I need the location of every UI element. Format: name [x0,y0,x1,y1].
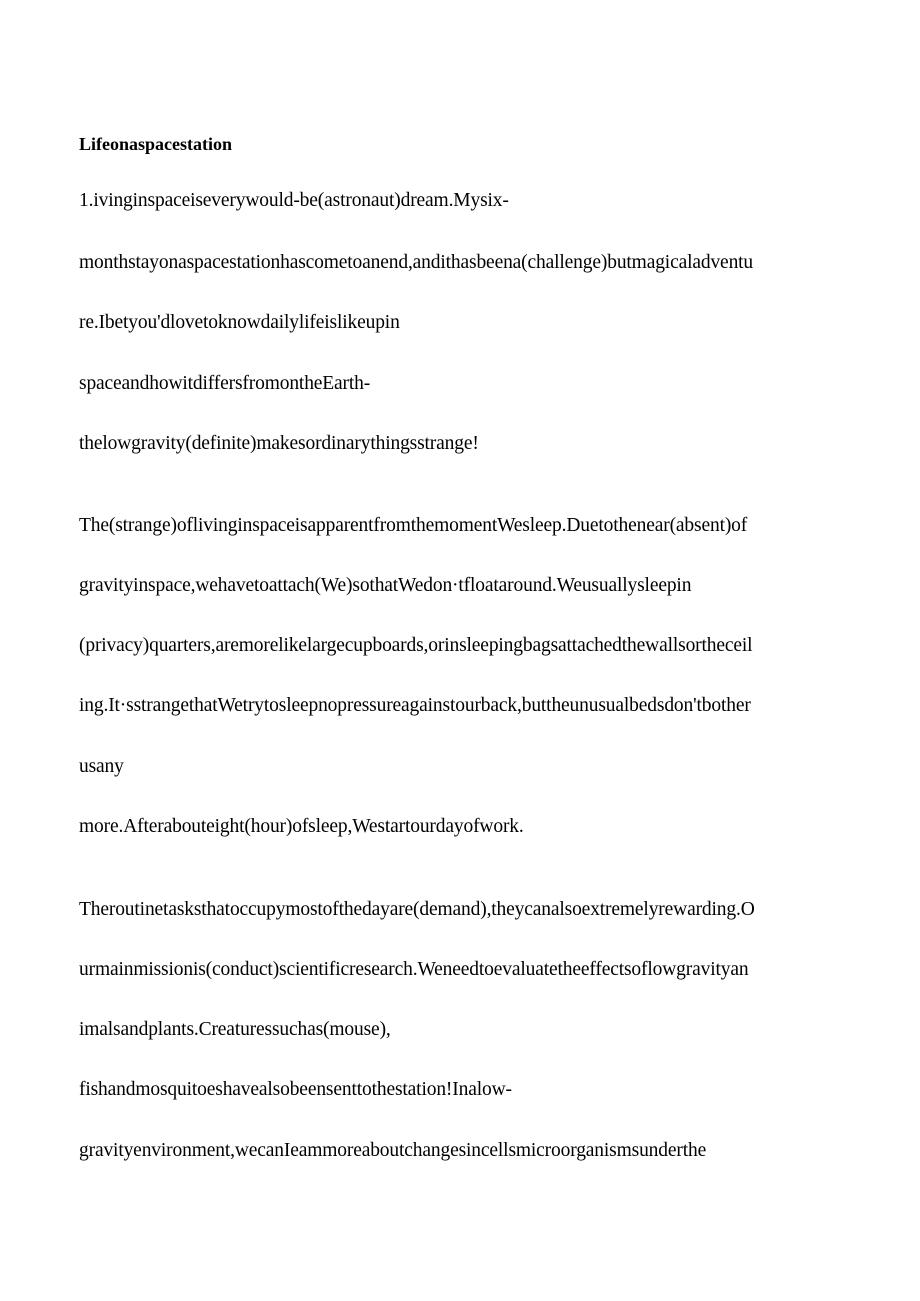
text-line-2: monthstayonaspacestationhascometoanend,andithasbeena(challenge)butmagicaladventu [79,252,754,273]
text-line-5: thelowgravity(definite)makesordinarythingsstrange! [79,433,479,454]
text-line-6: The(strange)oflivinginspaceisapparentfromthemomentWesleep.Duetothenear(absent)of [79,515,748,536]
text-line-7: gravityinspace,wehavetoattach(We)sothatWedon·tfloataround.Weusuallysleepin [79,575,692,596]
text-line-9: ing.It·sstrangethatWetrytosleepnopressureagainstourback,buttheunusualbedsdon'tbother [79,695,751,716]
text-line-10: usany [79,756,124,777]
text-line-11: more.Afterabouteight(hour)ofsleep,Westartourdayofwork. [79,816,524,837]
document-title: Lifeonaspacestation [79,134,232,154]
text-line-3: re.Ibetyou'dlovetoknowdailylifeislikeupin [79,312,400,333]
text-line-13: urmainmissionis(conduct)scientificresearch.Weneedtoevaluatetheeffectsoflowgravityan [79,959,749,980]
text-line-16: gravityenvironment,wecanIeammoreaboutchangesincellsmicroorganismsunderthe [79,1140,707,1161]
text-line-12: Theroutinetasksthatoccupymostofthedayare(demand),theycanalsoextremelyrewarding.O [79,899,755,920]
text-line-15: fishandmosquitoeshavealsobeensenttothestation!Inalow- [79,1079,512,1100]
text-line-8: (privacy)quarters,aremorelikelargecupboards,orinsleepingbagsattachedthewallsortheceil [79,635,753,656]
text-line-14: imalsandplants.Creaturessuchas(mouse), [79,1019,391,1040]
text-line-1: 1.ivinginspaceiseverywould-be(astronaut)dream.Mysix- [79,190,509,211]
text-line-4: spaceandhowitdiffersfromontheEarth- [79,373,371,394]
